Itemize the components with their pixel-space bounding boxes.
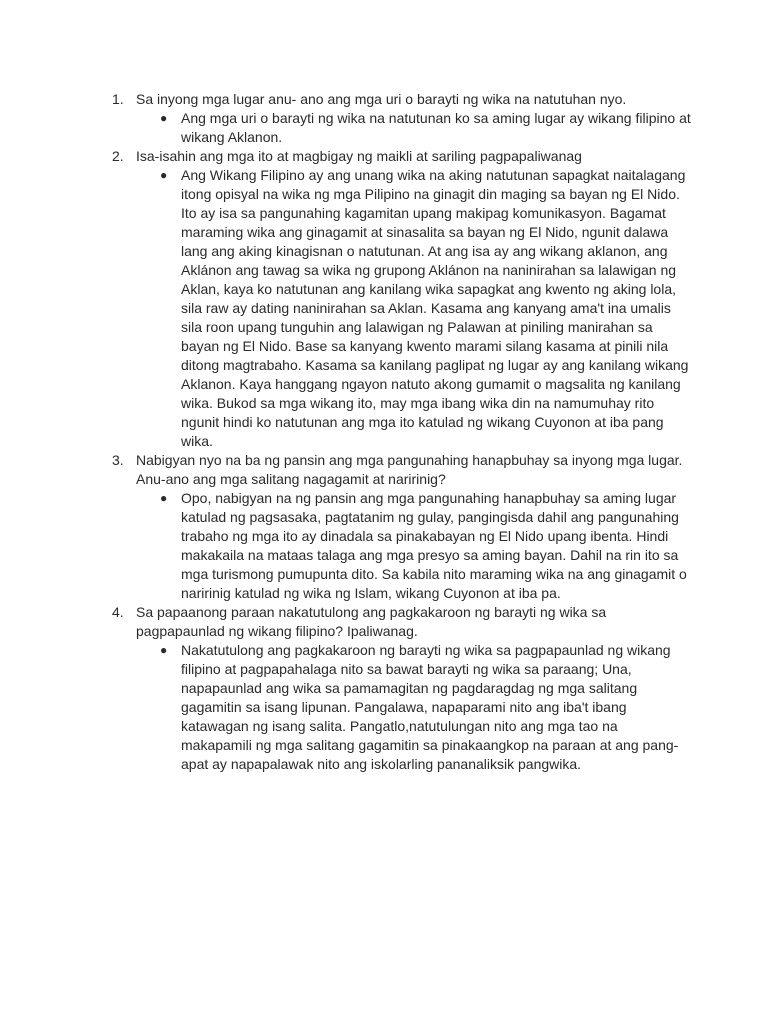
bullet-icon: ● xyxy=(160,491,168,505)
answer-item xyxy=(136,166,692,451)
question-number: 1. xyxy=(112,91,124,107)
question-text: Sa inyong mga lugar anu- ano ang mga uri o barayti ng wika na natutuhan nyo. xyxy=(136,91,627,107)
question-item-4 xyxy=(112,603,692,774)
question-number: 2. xyxy=(112,148,124,164)
bullet-icon: ● xyxy=(160,111,168,125)
question-item-2 xyxy=(112,147,692,451)
question-text: Nabigyan nyo na ba ng pansin ang mga pangunahing hanapbuhay sa inyong mga lugar. Anu-ano ang mga salitang nagagamit at naririnig? xyxy=(136,452,683,487)
answer-text: Ang Wikang Filipino ay ang unang wika na aking natutunan sapagkat naitalagang itong opisyal na wika ng mga Pilipino na ginagit din maging sa bayan ng El Nido. Ito ay isa sa pangunahing kagamitan upang makipag komunikasyon. Bagamat maraming wika ang ginagamit at sinasalita sa bayan ng El Nido, ngunit dalawa lang ang aking kinagisnan o natutunan. At ang isa ay ang wikang aklanon, ang Aklánon ang tawag sa wika ng grupong Aklánon na naninirahan sa lalawigan ng Aklan, kaya ko natutunan ang kanilang wika sapagkat ang kwento ng aking lola, sila raw ay dating naninirahan sa Aklan. Kasama ang kanyang ama't ina umalis sila roon upang tunguhin ang lalawigan ng Palawan at piniling manirahan sa bayan ng El Nido. Base sa kanyang kwento marami silang kasama at pinili nila ditong magtrabaho. Kasama sa kanilang paglipat ng lugar ay ang kanilang wikang Aklanon. Kaya hanggang ngayon natuto akong gumamit o magsalita ng kanilang wika. Bukod sa mga wikang ito, may mga ibang wika din na namumuhay rito ngunit hindi ko natutunan ang mga ito katulad ng wikang Cuyonon at iba pang wika. xyxy=(181,167,689,449)
answer-text: Ang mga uri o barayti ng wika na natutunan ko sa aming lugar ay wikang filipino at wikang Aklanon. xyxy=(181,110,691,145)
answer-item xyxy=(136,489,692,603)
question-text: Sa papaanong paraan nakatutulong ang pagkakaroon ng barayti ng wika sa pagpapaunlad ng wikang filipino? Ipaliwanag. xyxy=(136,604,607,639)
question-number: 3. xyxy=(112,452,124,468)
question-number: 4. xyxy=(112,604,124,620)
question-list xyxy=(112,90,692,774)
answer-item xyxy=(136,109,692,147)
answer-item xyxy=(136,641,692,774)
question-item-3 xyxy=(112,451,692,603)
bullet-icon: ● xyxy=(160,643,168,657)
answer-text: Nakatutulong ang pagkakaroon ng barayti ng wika sa pagpapaunlad ng wikang filipino at pagpapahalaga nito sa bawat barayti ng wika sa paraang; Una, napapaunlad ang wika sa pamamagitan ng pagdaragdag ng mga salitang gagamitin sa isang lipunan. Pangalawa, napaparami nito ang iba't ibang katawagan ng isang salita. Pangatlo,natutulungan nito ang mga tao na makapamili ng mga salitang gagamitin sa pinakaangkop na paraan at ang pang-apat ay napapalawak nito ang iskolarling pananaliksik pangwika. xyxy=(181,642,679,772)
answer-text: Opo, nabigyan na ng pansin ang mga pangunahing hanapbuhay sa aming lugar katulad ng pagsasaka, pagtatanim ng gulay, pangingisda dahil ang pangunahing trabaho ng mga ito ay dinadala sa pinakabayan ng El Nido upang ibenta. Hindi makakaila na mataas talaga ang mga presyo sa aming bayan. Dahil na rin ito sa mga turismong pumupunta dito. Sa kabila nito maraming wika na ang ginagamit o naririnig katulad ng wika ng Islam, wikang Cuyonon at iba pa. xyxy=(181,490,687,601)
question-text: Isa-isahin ang mga ito at magbigay ng maikli at sariling pagpapaliwanag xyxy=(136,148,582,164)
bullet-icon: ● xyxy=(160,168,168,182)
question-item-1 xyxy=(112,90,692,147)
